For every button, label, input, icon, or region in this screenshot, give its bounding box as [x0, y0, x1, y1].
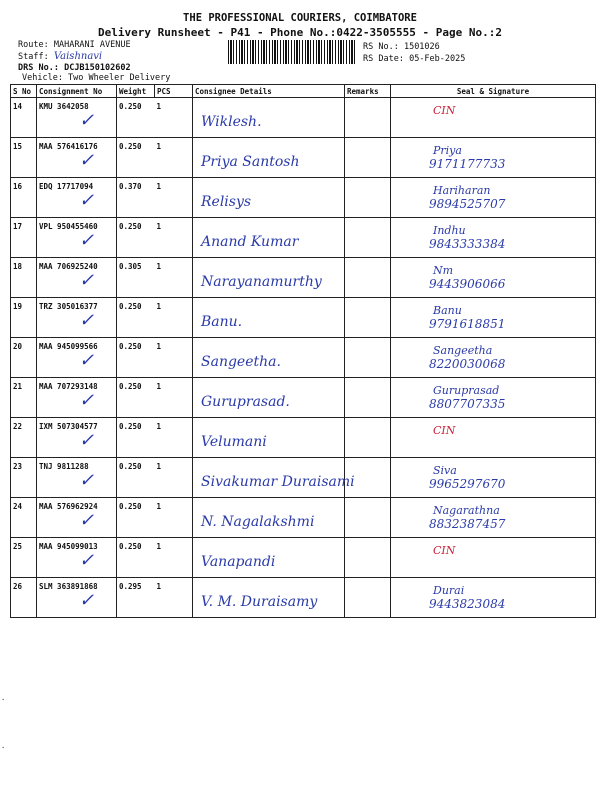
check-mark-icon: ✓: [79, 110, 95, 131]
consignee-name: Vanapandi: [201, 554, 276, 570]
route-value: MAHARANI AVENUE: [53, 40, 131, 50]
consignee-name: Guruprasad.: [201, 394, 290, 410]
receiver-phone: 9843333384: [429, 237, 506, 251]
consignment-number: IXM 507304577: [39, 422, 98, 431]
weight-value: 0.250: [119, 502, 142, 511]
col-seal-signature: Seal & Signature: [391, 85, 596, 98]
serial-number: 16: [13, 182, 23, 191]
serial-number: 24: [13, 502, 23, 511]
margin-mark: ·: [1, 744, 6, 752]
consignment-number: VPL 950455460: [39, 222, 98, 231]
signature: Guruprasad: [433, 384, 500, 397]
signature: CIN: [433, 424, 456, 437]
table-row: [11, 498, 596, 538]
vehicle-line: Vehicle: Two Wheeler Delivery: [22, 73, 171, 83]
receiver-phone: 9791618851: [429, 317, 506, 331]
signature: CIN: [433, 104, 456, 117]
check-mark-icon: ✓: [79, 230, 95, 251]
signature: Nagarathna: [433, 504, 500, 517]
col-consignee: Consignee Details: [193, 85, 345, 98]
serial-number: 21: [13, 382, 23, 391]
consignment-number: TRZ 305016377: [39, 302, 98, 311]
signature: Nm: [433, 264, 454, 277]
check-mark-icon: ✓: [79, 470, 95, 491]
col-pcs: PCS: [155, 85, 193, 98]
pcs-value: 1: [156, 382, 162, 391]
check-mark-icon: ✓: [79, 350, 95, 371]
receiver-phone: 9443906066: [429, 277, 506, 291]
rs-no-label: RS No.:: [363, 42, 399, 52]
check-mark-icon: ✓: [79, 150, 95, 171]
pcs-value: 1: [156, 142, 162, 151]
serial-number: 26: [13, 582, 23, 591]
pcs-value: 1: [156, 582, 162, 591]
margin-mark: ·: [1, 696, 6, 704]
rs-date-value: 05-Feb-2025: [409, 54, 466, 64]
table-row: [11, 338, 596, 378]
weight-value: 0.295: [119, 582, 142, 591]
signature: CIN: [433, 544, 456, 557]
receiver-phone: 9965297670: [429, 477, 506, 491]
consignee-name: Narayanamurthy: [201, 274, 322, 290]
route-line: [18, 40, 131, 50]
weight-value: 0.250: [119, 422, 142, 431]
consignee-name: Sangeetha.: [201, 354, 281, 370]
signature: Hariharan: [433, 184, 491, 197]
pcs-value: 1: [156, 302, 162, 311]
consignment-number: EDQ 17717094: [39, 182, 94, 191]
check-mark-icon: ✓: [79, 510, 95, 531]
consignment-number: MAA 707293148: [39, 382, 98, 391]
check-mark-icon: ✓: [79, 590, 95, 611]
col-consignment: Consignment No: [37, 85, 117, 98]
consignee-name: N. Nagalakshmi: [201, 514, 315, 530]
weight-value: 0.370: [119, 182, 142, 191]
weight-value: 0.305: [119, 262, 142, 271]
col-weight: Weight: [117, 85, 155, 98]
consignment-number: MAA 706925240: [39, 262, 98, 271]
pcs-value: 1: [156, 222, 162, 231]
receiver-phone: 9894525707: [429, 197, 506, 211]
table-row: [11, 578, 596, 618]
runsheet-title: Delivery Runsheet - P41 - Phone No.:0422-3505555 - Page No.:2: [98, 26, 502, 39]
consignment-number: MAA 945099566: [39, 342, 98, 351]
check-mark-icon: ✓: [79, 270, 95, 291]
consignee-name: Banu.: [201, 314, 243, 330]
barcode-icon: [228, 40, 356, 64]
weight-value: 0.250: [119, 222, 142, 231]
consignment-number: TNJ 9811288: [39, 462, 89, 471]
consignee-name: Priya Santosh: [201, 154, 300, 170]
signature: Banu: [433, 304, 462, 317]
table-row: [11, 378, 596, 418]
weight-value: 0.250: [119, 102, 142, 111]
staff-value: Vaishnavi: [53, 51, 103, 62]
consignment-number: MAA 576962924: [39, 502, 98, 511]
table-row: [11, 98, 596, 138]
check-mark-icon: ✓: [79, 310, 95, 331]
pcs-value: 1: [156, 102, 162, 111]
table-row: [11, 458, 596, 498]
check-mark-icon: ✓: [79, 390, 95, 411]
drs-value: DCJB150102602: [64, 63, 131, 73]
serial-number: 18: [13, 262, 23, 271]
receiver-phone: 8832387457: [429, 517, 506, 531]
route-label: Route:: [18, 40, 49, 50]
serial-number: 20: [13, 342, 23, 351]
table-row: [11, 538, 596, 578]
consignee-name: Velumani: [201, 434, 267, 450]
serial-number: 15: [13, 142, 23, 151]
consignment-number: KMU 3642058: [39, 102, 89, 111]
staff-line: [18, 51, 102, 62]
weight-value: 0.250: [119, 382, 142, 391]
col-remarks: Remarks: [345, 85, 391, 98]
signature: Siva: [433, 464, 457, 477]
pcs-value: 1: [156, 262, 162, 271]
consignee-name: Anand Kumar: [201, 234, 299, 250]
staff-label: Staff:: [18, 52, 49, 62]
serial-number: 14: [13, 102, 23, 111]
weight-value: 0.250: [119, 542, 142, 551]
pcs-value: 1: [156, 342, 162, 351]
table-row: [11, 178, 596, 218]
pcs-value: 1: [156, 462, 162, 471]
weight-value: 0.250: [119, 142, 142, 151]
serial-number: 23: [13, 462, 23, 471]
table-row: [11, 258, 596, 298]
receiver-phone: 8220030068: [429, 357, 506, 371]
rs-date-line: [363, 54, 465, 64]
serial-number: 17: [13, 222, 23, 231]
drs-line: [18, 63, 131, 73]
rs-no-line: [363, 42, 440, 52]
weight-value: 0.250: [119, 342, 142, 351]
consignment-number: MAA 576416176: [39, 142, 98, 151]
receiver-phone: 9443823084: [429, 597, 506, 611]
pcs-value: 1: [156, 542, 162, 551]
weight-value: 0.250: [119, 462, 142, 471]
table-row: [11, 298, 596, 338]
serial-number: 25: [13, 542, 23, 551]
drs-label: DRS No.:: [18, 63, 59, 73]
serial-number: 19: [13, 302, 23, 311]
signature: Priya: [433, 144, 462, 157]
table-header-row: [11, 85, 596, 98]
col-sno: S No: [11, 85, 37, 98]
table-row: [11, 418, 596, 458]
signature: Sangeetha: [433, 344, 493, 357]
receiver-phone: 8807707335: [429, 397, 506, 411]
consignee-name: Wiklesh.: [201, 114, 262, 130]
pcs-value: 1: [156, 422, 162, 431]
consignment-number: MAA 945099013: [39, 542, 98, 551]
table-row: [11, 138, 596, 178]
pcs-value: 1: [156, 182, 162, 191]
consignee-name: Sivakumar Duraisami: [201, 474, 355, 490]
rs-no-value: 1501026: [403, 42, 440, 52]
consignment-number: SLM 363891868: [39, 582, 98, 591]
company-title: THE PROFESSIONAL COURIERS, COIMBATORE: [183, 12, 417, 24]
consignee-name: V. M. Duraisamy: [201, 594, 318, 610]
signature: Durai: [433, 584, 465, 597]
runsheet-table: [10, 84, 596, 618]
signature: Indhu: [433, 224, 466, 237]
weight-value: 0.250: [119, 302, 142, 311]
check-mark-icon: ✓: [79, 550, 95, 571]
pcs-value: 1: [156, 502, 162, 511]
table-row: [11, 218, 596, 258]
rs-date-label: RS Date:: [363, 54, 404, 64]
check-mark-icon: ✓: [79, 190, 95, 211]
serial-number: 22: [13, 422, 23, 431]
check-mark-icon: ✓: [79, 430, 95, 451]
receiver-phone: 9171177733: [429, 157, 506, 171]
consignee-name: Relisys: [201, 194, 252, 210]
